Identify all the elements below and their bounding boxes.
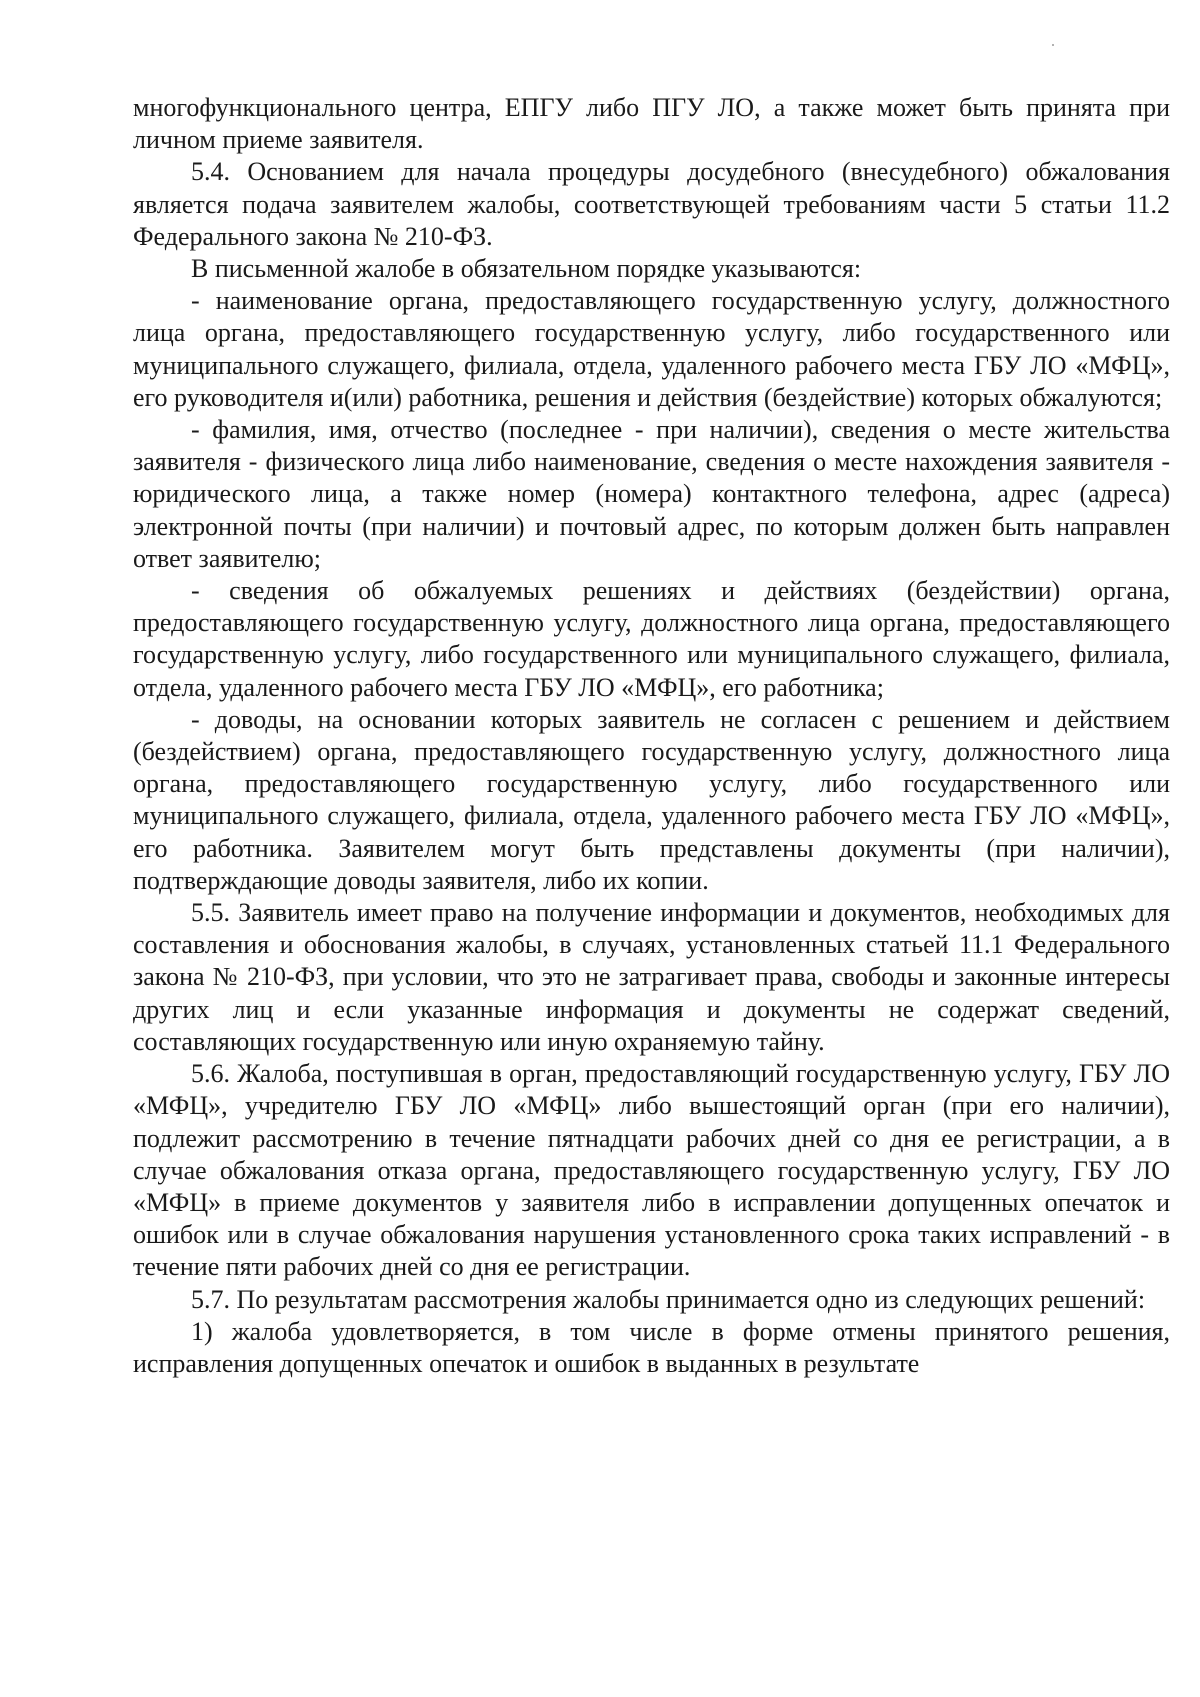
list-item-decision-1: 1) жалоба удовлетворяется, в том числе в форме отмены принятого решения, исправления допущенных опечаток и ошибок в выданных в результате	[133, 1316, 1170, 1378]
list-item-authority-name: - наименование органа, предоставляющего государственную услугу, должностного лица органа, предоставляющего государственную услугу, либо государственного или муниципального служащего, филиала, отдела, удаленного рабочего места ГБУ ЛО «МФЦ», его руководителя и(или) работника, решения и действия (бездействие) которых обжалуются;	[133, 286, 1170, 412]
list-item-arguments: - доводы, на основании которых заявитель не согласен с решением и действием (бездействием) органа, предоставляющего государственную услугу, должностного лица органа, предоставляющего государственную услугу, либо государственного или муниципального служащего, филиала, отдела, удаленного рабочего места ГБУ ЛО «МФЦ», его работника. Заявителем могут быть представлены документы (при наличии), подтверждающие доводы заявителя, либо их копии.	[133, 704, 1170, 895]
list-item-appealed-decisions: - сведения об обжалуемых решениях и действиях (бездействии) органа, предоставляющего государственную услугу, должностного лица органа, предоставляющего государственную услугу, либо государственного или муниципального служащего, филиала, отдела, удаленного рабочего места ГБУ ЛО «МФЦ», его работника;	[133, 576, 1170, 702]
list-item-applicant-details: - фамилия, имя, отчество (последнее - при наличии), сведения о месте жительства заявителя - физического лица либо наименование, сведения о месте нахождения заявителя - юридического лица, а также номер (номера) контактного телефона, адрес (адреса) электронной почты (при наличии) и почтовый адрес, по которым должен быть направлен ответ заявителю;	[133, 415, 1170, 573]
paragraph-5-7: 5.7. По результатам рассмотрения жалобы принимается одно из следующих решений:	[191, 1284, 1146, 1314]
document-body	[133, 92, 1170, 1380]
scan-speck	[1052, 44, 1054, 46]
paragraph-continuation: многофункционального центра, ЕПГУ либо ПГУ ЛО, а также может быть принята при личном приеме заявителя.	[133, 93, 1170, 155]
paragraph-5-5: 5.5. Заявитель имеет право на получение информации и документов, необходимых для составления и обоснования жалобы, в случаях, установленных статьей 11.1 Федерального закона № 210-ФЗ, при условии, что это не затрагивает права, свободы и законные интересы других лиц и если указанные информация и документы не содержат сведений, составляющих государственную или иную охраняемую тайну.	[133, 898, 1170, 1056]
paragraph-5-4: 5.4. Основанием для начала процедуры досудебного (внесудебного) обжалования является подача заявителем жалобы, соответствующей требованиям части 5 статьи 11.2 Федерального закона № 210-ФЗ.	[133, 157, 1170, 251]
paragraph-written-complaint-intro: В письменной жалобе в обязательном порядке указываются:	[191, 254, 862, 284]
paragraph-5-6: 5.6. Жалоба, поступившая в орган, предоставляющий государственную услугу, ГБУ ЛО «МФЦ», учредителю ГБУ ЛО «МФЦ» либо вышестоящий орган (при его наличии), подлежит рассмотрению в течение пятнадцати рабочих дней со дня ее регистрации, а в случае обжалования отказа органа, предоставляющего государственную услугу, ГБУ ЛО «МФЦ» в приеме документов у заявителя либо в исправлении допущенных опечаток и ошибок или в случае обжалования нарушения установленного срока таких исправлений - в течение пяти рабочих дней со дня ее регистрации.	[133, 1059, 1170, 1282]
